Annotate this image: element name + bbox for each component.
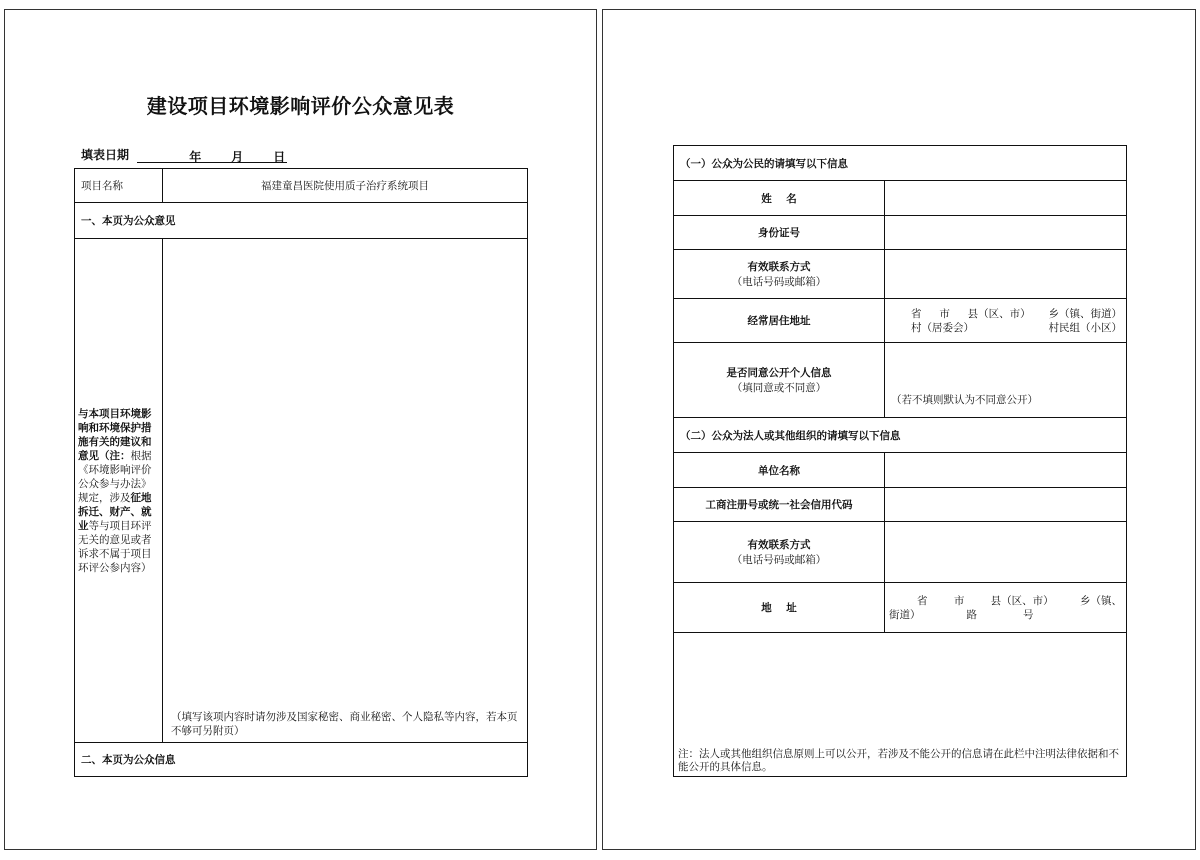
org-name-field[interactable] bbox=[885, 453, 1127, 488]
registration-label: 工商注册号或统一社会信用代码 bbox=[674, 488, 885, 522]
org-address-field[interactable]: 省 市 县（区、市） 乡（镇、 街道） 路 号 bbox=[885, 583, 1127, 633]
fill-date-row bbox=[81, 146, 287, 163]
id-number-field[interactable] bbox=[885, 216, 1127, 250]
registration-field[interactable] bbox=[885, 488, 1127, 522]
org-name-label: 单位名称 bbox=[674, 453, 885, 488]
org-contact-label: 有效联系方式 （电话号码或邮箱） bbox=[674, 522, 885, 583]
suggestion-input-area[interactable] bbox=[163, 239, 528, 743]
project-name-label: 项目名称 bbox=[75, 169, 163, 203]
footer-note-cell[interactable] bbox=[674, 633, 1127, 777]
name-label: 姓 名 bbox=[674, 181, 885, 216]
id-number-label: 身份证号 bbox=[674, 216, 885, 250]
public-info-table bbox=[673, 145, 1127, 777]
consent-default-note: （若不填则默认为不同意公开） bbox=[891, 394, 1038, 406]
project-name-value: 福建童昌医院使用质子治疗系统项目 bbox=[163, 169, 528, 203]
contact-field[interactable] bbox=[885, 250, 1127, 299]
date-month-unit: 月 bbox=[231, 150, 244, 164]
public-opinion-table bbox=[74, 168, 528, 777]
name-field[interactable] bbox=[885, 181, 1127, 216]
citizen-section-header: （一）公众为公民的请填写以下信息 bbox=[674, 146, 1127, 181]
org-contact-field[interactable] bbox=[885, 522, 1127, 583]
consent-field[interactable] bbox=[885, 343, 1127, 418]
date-year-unit: 年 bbox=[189, 150, 202, 164]
org-address-label: 地 址 bbox=[674, 583, 885, 633]
fill-date-label: 填表日期 bbox=[81, 148, 130, 162]
form-page-2 bbox=[602, 9, 1196, 850]
content-note: （填写该项内容时请勿涉及国家秘密、商业秘密、个人隐私等内容，若本页不够可另附页） bbox=[171, 711, 518, 737]
fill-date-field[interactable] bbox=[137, 148, 287, 163]
contact-label: 有效联系方式 （电话号码或邮箱） bbox=[674, 250, 885, 299]
footer-note: 注：法人或其他组织信息原则上可以公开，若涉及不能公开的信息请在此栏中注明法律依据和不能公开的具体信息。 bbox=[678, 748, 1119, 773]
section-public-opinion: 一、本页为公众意见 bbox=[75, 203, 528, 239]
form-title: 建设项目环境影响评价公众意见表 bbox=[146, 94, 455, 118]
org-section-header: （二）公众为法人或其他组织的请填写以下信息 bbox=[674, 418, 1127, 453]
suggestion-label: 与本项目环境影响和环境保护措施有关的建议和意见（注：根据《环境影响评价公众参与办法》规定，涉及征地拆迁、财产、就业等与项目环评无关的意见或者诉求不属于项目环评公参内容） bbox=[75, 239, 163, 743]
date-day-unit: 日 bbox=[273, 150, 286, 164]
section-public-info: 二、本页为公众信息 bbox=[75, 743, 528, 777]
residence-label: 经常居住地址 bbox=[674, 299, 885, 343]
consent-label: 是否同意公开个人信息 （填同意或不同意） bbox=[674, 343, 885, 418]
form-page-1 bbox=[4, 9, 597, 850]
residence-field[interactable]: 省 市 县（区、市） 乡（镇、街道） 村（居委会） 村民组（小区） bbox=[885, 299, 1127, 343]
